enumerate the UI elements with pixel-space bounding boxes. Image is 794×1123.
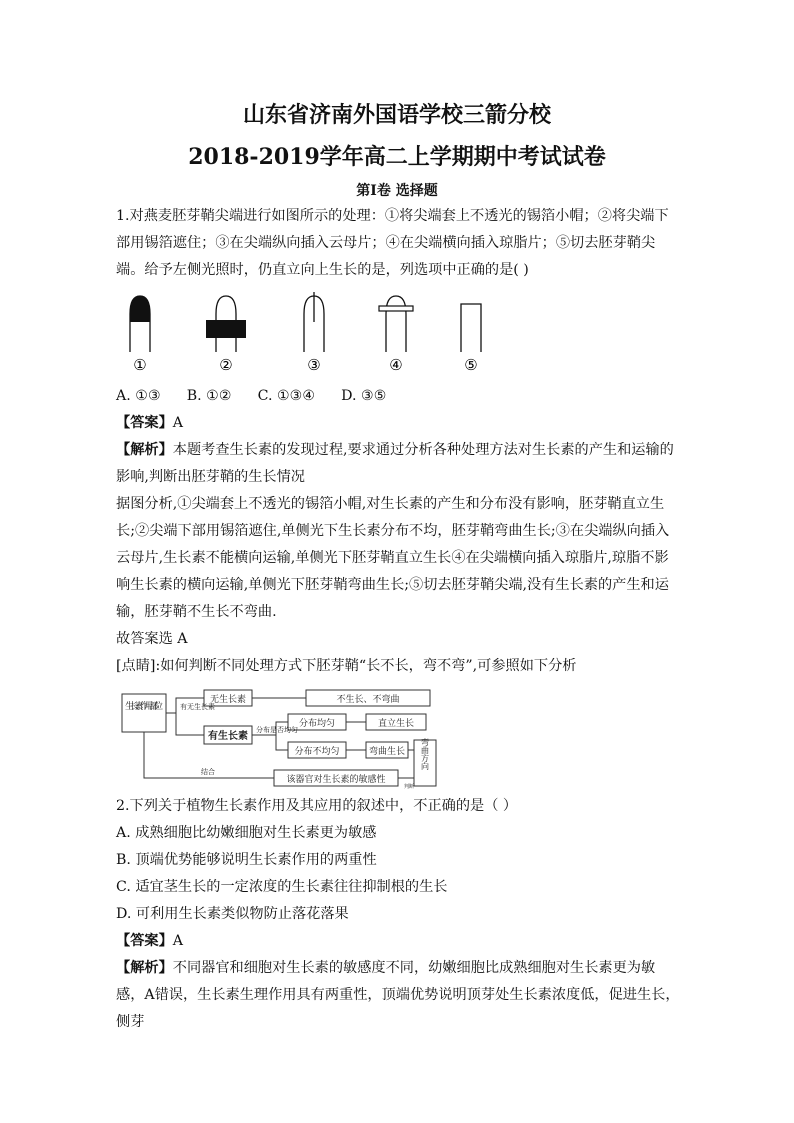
q2-answer-value: A	[172, 933, 184, 949]
flow-has-auxin: 有生长素	[208, 731, 248, 742]
q1-option-c: C. ①③④	[257, 388, 316, 404]
q2-option-b: B. 顶端优势能够说明生长素作用的两重性	[116, 852, 377, 868]
coleoptile-4-horizontal-agar	[379, 296, 413, 352]
figure-label-2: ②	[219, 356, 233, 374]
q2-analysis	[116, 955, 682, 1036]
exam-title: 2018-2019学年高二上学期期中考试试卷	[188, 144, 606, 170]
coleoptile-1-tin-cap	[130, 296, 150, 352]
q2-analysis-tag: 【解析】	[116, 960, 173, 976]
auxin-flow-diagram	[118, 684, 448, 790]
figure-label-1: ①	[133, 356, 147, 374]
q1-option-d: D. ③⑤	[341, 388, 387, 404]
q2-option-d: D. 可利用生长素类似物防止落花落果	[116, 906, 349, 922]
figure-label-4: ④	[389, 356, 403, 374]
flow-straight: 直立生长	[377, 719, 415, 729]
flow-bend: 弯曲生长	[368, 747, 406, 757]
q2-answer-tag: 【答案】	[116, 933, 173, 949]
q1-answer-tag: 【答案】	[116, 415, 173, 431]
q2-analysis-text: 不同器官和细胞对生长素的敏感度不同，幼嫩细胞比成熟细胞对生长素更为敏感，A错误，生长素生理作用具有两重性，顶端优势说明顶芽处生长素浓度低，促进生长，侧芽	[116, 960, 680, 1030]
flow-sensitivity: 该器官对生长素的敏感性	[286, 775, 386, 785]
q1-analysis-text: 本题考查生长素的发现过程,要求通过分析各种处理方法对生长素的产生和运输的影响,判断出胚芽鞘的生长情况	[116, 442, 674, 485]
q1-stem: 1.对燕麦胚芽鞘尖端进行如图所示的处理：①将尖端套上不透光的锡箔小帽；②将尖端下部用锡箔遮住；③在尖端纵向插入云母片；④在尖端横向插入琼脂片；⑤切去胚芽鞘尖端。给予左侧光照时，仍直立向上生长的是，列选项中正确的是( )	[116, 208, 669, 278]
coleoptile-2-lower-cover	[206, 296, 246, 352]
q1-coleoptile-figure	[118, 292, 498, 374]
q1-answer	[116, 410, 686, 436]
flow-uneven: 分布不均匀	[294, 747, 340, 757]
flow-small-note: 判断	[404, 784, 415, 790]
coleoptile-5-tip-removed	[461, 304, 481, 352]
q1-analysis	[116, 437, 682, 491]
flow-direction: 弯曲方向	[420, 738, 430, 770]
figure-label-3: ③	[307, 356, 321, 374]
q2-option-a: A. 成熟细胞比幼嫩细胞对生长素更为敏感	[116, 825, 377, 841]
figure-label-5: ⑤	[464, 356, 478, 374]
flow-no-grow: 不生长、不弯曲	[336, 695, 400, 705]
q2-answer	[116, 928, 686, 954]
q1-tip: [点睛]:如何判断不同处理方式下胚芽鞘“长不长，弯不弯”,可参照如下分析	[116, 658, 577, 674]
q1-option-a: A. ①③	[116, 388, 161, 404]
flow-even: 分布均匀	[298, 719, 336, 729]
school-title: 山东省济南外国语学校三箭分校	[242, 102, 551, 128]
section-title: 第Ⅰ卷 选择题	[356, 183, 438, 199]
q1-answer-value: A	[172, 415, 184, 431]
q2-stem: 2.下列关于植物生长素作用及其应用的叙述中，不正确的是（ ）	[116, 798, 518, 814]
q1-analysis-detail: 据图分析,①尖端套上不透光的锡箔小帽,对生长素的产生和分布没有影响，胚芽鞘直立生长;②尖端下部用锡箔遮住,单侧光下生长素分布不均，胚芽鞘弯曲生长;③在尖端纵向插入云母片,生长素不能横向运输,单侧光下胚芽鞘直立生长④在尖端横向插入琼脂片,琼脂不影响生长素的横向运输,单侧光下胚芽鞘弯曲生长;⑤切去胚芽鞘尖端,没有生长素的产生和运输，胚芽鞘不生长不弯曲.	[116, 496, 670, 620]
flow-combine: 结合	[201, 768, 215, 776]
q1-analysis-tag: 【解析】	[116, 442, 173, 458]
q1-option-b: B. ①②	[186, 388, 232, 404]
q2-option-c: C. 适宜茎生长的一定浓度的生长素往往抑制根的生长	[116, 879, 448, 895]
flow-branch-text: 有无生长素	[180, 703, 215, 711]
flow-root-text: 生长素作用部位	[125, 702, 163, 712]
coleoptile-3-vertical-mica	[304, 292, 324, 352]
flow-dist-question: 分布是否均匀	[256, 726, 298, 734]
q1-conclusion: 故答案选 A	[116, 631, 188, 647]
q1-options	[116, 383, 686, 409]
flow-no-auxin: 无生长素	[209, 695, 247, 705]
